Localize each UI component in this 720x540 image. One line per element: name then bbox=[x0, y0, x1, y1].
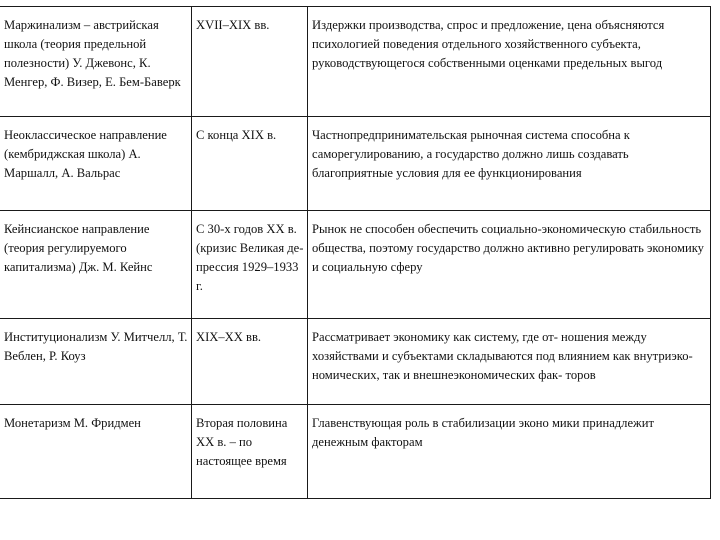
idea-cell bbox=[308, 405, 711, 499]
table-row bbox=[0, 117, 711, 211]
idea-text: Частнопредпринимательская рыночная система способна к саморегулированию, а государство должно лишь создавать благоприятные условия для ее функционирования bbox=[312, 128, 630, 180]
school-cell bbox=[0, 405, 192, 499]
period-text: XVII–XIX вв. bbox=[196, 18, 270, 32]
period-text: С конца XIX в. bbox=[196, 128, 277, 142]
period-cell bbox=[192, 319, 308, 405]
school-text: Неоклассическое направление (кембриджская школа) А. Маршалл, А. Вальрас bbox=[4, 128, 167, 180]
period-text: С 30-х годов XX в. (кризис Великая де-прессия 1929–1933 г. bbox=[196, 222, 304, 293]
period-cell bbox=[192, 405, 308, 499]
period-text: XIX–XX вв. bbox=[196, 330, 262, 344]
idea-text: Главенствующая роль в стабилизации эконо мики принадлежит денежным факторам bbox=[312, 416, 655, 449]
school-cell bbox=[0, 117, 192, 211]
table-row bbox=[0, 211, 711, 319]
school-cell bbox=[0, 211, 192, 319]
idea-text: Рынок не способен обеспечить социально-экономическую стабильность общества, поэтому государство должно активно регулировать экономику и социальную сферу bbox=[312, 222, 704, 274]
school-cell bbox=[0, 319, 192, 405]
school-text: Маржинализм – австрийская школа (теория предельной полезности) У. Джевонс, К. Менгер, Ф. Визер, Е. Бем-Баверк bbox=[4, 18, 181, 89]
school-text: Кейнсианское направление (теория регулируемого капитализма) Дж. М. Кейнс bbox=[4, 222, 153, 274]
school-text: Институционализм У. Митчелл, Т. Веблен, Р. Коуз bbox=[4, 330, 188, 363]
school-cell bbox=[0, 7, 192, 117]
table-row bbox=[0, 7, 711, 117]
table-row bbox=[0, 405, 711, 499]
table-row bbox=[0, 319, 711, 405]
period-cell bbox=[192, 7, 308, 117]
period-cell bbox=[192, 117, 308, 211]
idea-cell bbox=[308, 211, 711, 319]
idea-text: Рассматривает экономику как систему, где от- ношения между хозяйствами и субъектами складываются под влиянием как внутриэко- номических, так и внешнеэкономических фак- торов bbox=[312, 330, 693, 382]
period-text: Вторая половина XX в. – по настоящее время bbox=[196, 416, 288, 468]
idea-cell bbox=[308, 319, 711, 405]
school-text: Монетаризм М. Фридмен bbox=[4, 416, 141, 430]
idea-cell bbox=[308, 117, 711, 211]
idea-text: Издержки производства, спрос и предложение, цена объясняются психологией поведения отдельного хозяйственного субъекта, руководствующегося собственными оценками предельных выгод bbox=[312, 18, 665, 70]
idea-cell bbox=[308, 7, 711, 117]
period-cell bbox=[192, 211, 308, 319]
economic-theories-table bbox=[0, 6, 711, 499]
